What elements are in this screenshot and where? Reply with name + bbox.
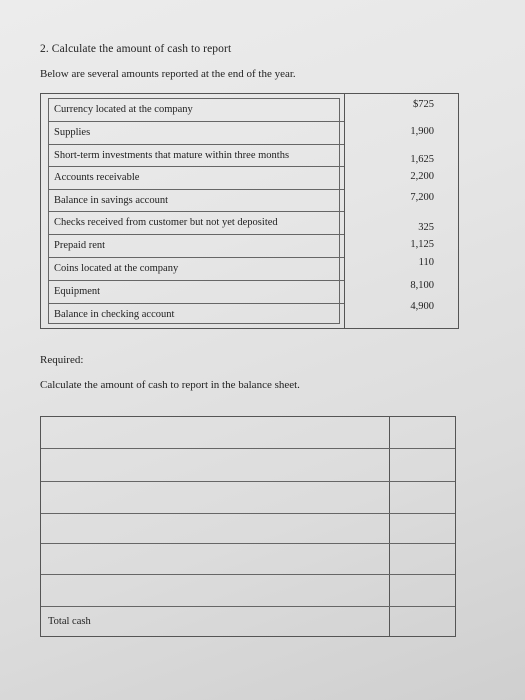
table-row-value: 1,125 [410,239,434,250]
answer-grid-line [41,543,455,544]
required-label: Required: [40,354,84,366]
table-row [41,301,458,328]
table-row [41,168,458,191]
table-row-divider [48,211,344,212]
table-row-divider [48,303,344,304]
table-row-divider [48,280,344,281]
table-row-value: 8,100 [410,280,434,291]
table-row [41,213,458,236]
table-row-label: Accounts receivable [54,172,140,183]
table-row [41,123,458,146]
table-row-value: 110 [418,257,434,268]
table-row-label: Supplies [54,127,91,138]
instruction-text: Calculate the amount of cash to report in the balance sheet. [40,379,300,391]
question-subheading: Below are several amounts reported at the end of the year. [40,68,296,80]
table-row-label: Short-term investments that mature within three months [54,150,290,161]
table-row-label: Checks received from customer but not yet deposited [54,217,278,228]
table-row-value: $725 [413,99,434,110]
table-row-label: Balance in checking account [54,309,175,320]
total-cash-label: Total cash [48,616,91,627]
table-row-value: 1,625 [410,154,434,165]
table-row-value: 2,200 [410,171,434,182]
answer-grid-column-divider [389,417,390,636]
table-row [41,259,458,282]
table-row [41,100,458,123]
table-row-label: Coins located at the company [54,263,179,274]
table-row-label: Prepaid rent [54,240,106,251]
answer-grid-line [41,448,455,449]
table-row-label: Equipment [54,286,101,297]
table-row [41,236,458,259]
table-row-divider [48,189,344,190]
amounts-table [40,93,459,329]
answer-grid-line [41,574,455,575]
question-heading: 2. Calculate the amount of cash to report [40,43,232,55]
table-row-divider [48,121,344,122]
table-row-divider [48,234,344,235]
table-row-divider [48,257,344,258]
table-row-label: Currency located at the company [54,104,193,115]
answer-grid-line [41,513,455,514]
table-row-value: 7,200 [410,192,434,203]
answer-grid-line [41,481,455,482]
answer-grid [40,416,456,637]
table-row-label: Balance in savings account [54,195,169,206]
table-row-value: 1,900 [410,126,434,137]
answer-grid-line [41,606,455,607]
table-row [41,282,458,305]
table-row-value: 4,900 [410,301,434,312]
table-row-divider [48,144,344,145]
table-row-divider [48,166,344,167]
table-row-value: 325 [418,222,434,233]
